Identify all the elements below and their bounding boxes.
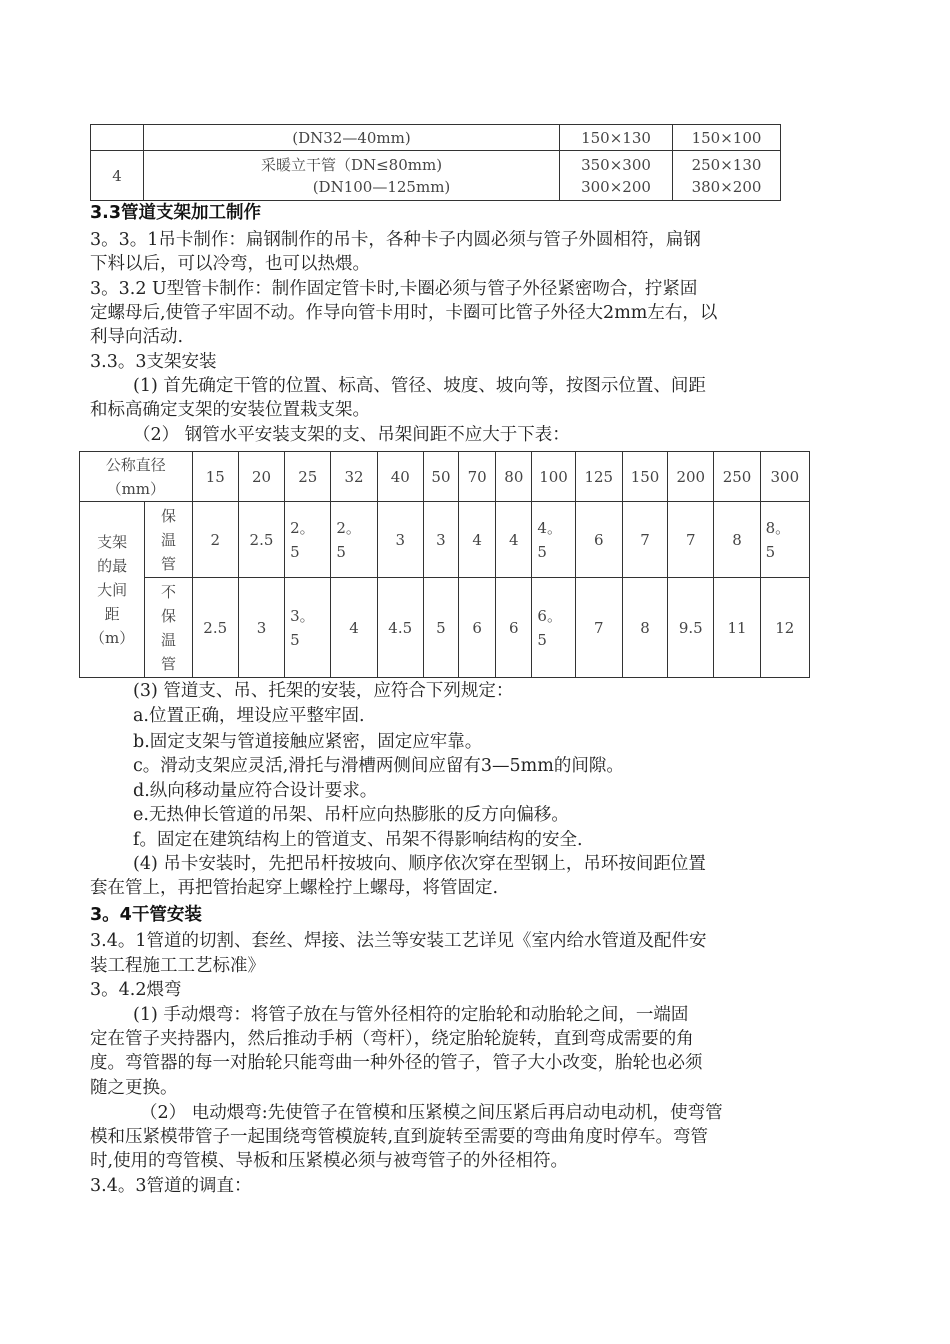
- cell-line: 350×300: [581, 155, 651, 174]
- cell-uninsulated-spacing: [575, 578, 622, 678]
- cell-line: 5: [290, 542, 300, 561]
- cell-line: 2.5: [203, 618, 228, 637]
- header-cell-dn: 250: [714, 452, 760, 502]
- list-item: e.无热伸长管道的吊架、吊杆应向热膨胀的反方向偏移。: [133, 805, 569, 825]
- paragraph-line: 定螺母后,使管子牢固不动。作导向管卡用时，卡圈可比管子外径大2mm左右，以: [90, 303, 718, 323]
- cell-insulated-spacing: [331, 502, 377, 578]
- row-label-max-spacing: [80, 502, 145, 678]
- label-line: 保: [160, 606, 176, 625]
- cell-uninsulated-spacing: [496, 578, 532, 678]
- header-cell-dn: 25: [285, 452, 331, 502]
- row-label-insulated: [145, 502, 192, 578]
- cell-line: 4: [509, 530, 519, 549]
- header-cell-dn: 200: [668, 452, 714, 502]
- header-cell-dn: 20: [238, 452, 284, 502]
- section-heading-3-4: 3。4干管安装: [90, 905, 202, 925]
- cell-line: 12: [775, 618, 795, 637]
- header-cell-dn: 80: [496, 452, 532, 502]
- label-line: 温: [160, 630, 176, 649]
- paragraph-line: 3。4.2煨弯: [90, 980, 182, 1000]
- cell-line: 8: [640, 618, 650, 637]
- cell-line: 3: [256, 618, 267, 637]
- header-cell-dn: 150: [622, 452, 667, 502]
- cell-insulated-spacing: [377, 502, 423, 578]
- cell-line: 2。: [336, 518, 361, 537]
- section-heading-3-3: 3.3管道支架加工制作: [90, 203, 262, 223]
- cell-uninsulated-spacing: [238, 578, 284, 678]
- paragraph-line: 下料以后，可以冷弯，也可以热煨。: [90, 254, 370, 274]
- cell-uninsulated-spacing: [714, 578, 760, 678]
- paragraph-line: (3) 管道支、吊、托架的安装，应符合下列规定：: [133, 681, 514, 701]
- cell-insulated-spacing: [238, 502, 284, 578]
- cell-uninsulated-spacing: [423, 578, 458, 678]
- header-cell-diameter: [80, 452, 193, 502]
- pipe-size-table-continued: [90, 124, 781, 201]
- paragraph-line: 装工程施工工艺标准》: [90, 956, 265, 976]
- header-cell-dn: 15: [192, 452, 238, 502]
- header-cell-dn: 32: [331, 452, 377, 502]
- label-line: 管: [160, 654, 176, 673]
- cell-line: 3: [436, 530, 446, 549]
- cell-insulated-spacing: [622, 502, 667, 578]
- cell-line: 4。: [537, 518, 562, 537]
- cell-line: 7: [685, 530, 696, 549]
- cell-insulated-spacing: [668, 502, 714, 578]
- cell-line: 6。: [537, 606, 562, 625]
- list-item: a.位置正确，埋设应平整牢固.: [133, 706, 365, 726]
- paragraph-line: 定在管子夹持器内，然后推动手柄（弯杆），绕定胎轮旋转，直到弯成需要的角: [90, 1029, 694, 1049]
- label-line: 支架: [97, 532, 128, 551]
- cell-line: 4: [472, 530, 482, 549]
- cell-line: (DN100—125mm): [312, 177, 451, 196]
- table-cell-row-number: 4: [91, 151, 144, 201]
- cell-uninsulated-spacing: [192, 578, 238, 678]
- cell-insulated-spacing: [192, 502, 238, 578]
- paragraph-line: 度。弯管器的每一对胎轮只能弯曲一种外径的管子，管子大小改变，胎轮也必须: [90, 1053, 703, 1073]
- paragraph-line: (1) 首先确定干管的位置、标高、管径、坡度、坡向等，按图示位置、间距: [133, 376, 706, 396]
- label-line: （m）: [90, 628, 135, 647]
- header-cell-dn: 300: [760, 452, 809, 502]
- paragraph-line: 时,使用的弯管模、导板和压紧模必须与被弯管子的外径相符。: [90, 1151, 569, 1171]
- cell-line: 7: [594, 618, 604, 637]
- paragraph-line: 模和压紧模带管子一起围绕弯管模旋转,直到旋转至需要的弯曲角度时停车。弯管: [90, 1127, 709, 1147]
- cell-insulated-spacing: [423, 502, 458, 578]
- table-cell: 150×100: [673, 125, 781, 151]
- cell-insulated-spacing: [575, 502, 622, 578]
- cell-uninsulated-spacing: [622, 578, 667, 678]
- support-spacing-table: [79, 451, 810, 678]
- header-cell-dn: 70: [459, 452, 496, 502]
- paragraph-line: 3.4。1管道的切割、套丝、焊接、法兰等安装工艺详见《室内给水管道及配件安: [90, 931, 707, 951]
- cell-line: 11: [727, 618, 747, 637]
- cell-uninsulated-spacing: [459, 578, 496, 678]
- list-item: d.纵向移动量应符合设计要求。: [133, 781, 378, 801]
- cell-line: 4.5: [388, 618, 413, 637]
- cell-line: 2.5: [249, 530, 274, 549]
- label-line: 的最: [97, 556, 128, 575]
- table-cell: 150×130: [560, 125, 673, 151]
- cell-line: 2。: [290, 518, 315, 537]
- cell-insulated-spacing: [760, 502, 809, 578]
- header-cell-dn: 100: [532, 452, 575, 502]
- cell-line: 5: [537, 630, 547, 649]
- cell-insulated-spacing: [285, 502, 331, 578]
- header-cell-dn: 125: [575, 452, 622, 502]
- row-label-uninsulated: [145, 578, 192, 678]
- cell-line: 8: [732, 530, 742, 549]
- header-cell-dn: 50: [423, 452, 458, 502]
- cell-line: 250×130: [691, 155, 762, 174]
- cell-line: 8。: [765, 518, 791, 537]
- cell-uninsulated-spacing: [668, 578, 714, 678]
- paragraph-line: 和标高确定支架的安装位置栽支架。: [90, 400, 370, 420]
- label-line: 温: [160, 530, 176, 549]
- cell-line: 6: [594, 530, 604, 549]
- cell-insulated-spacing: [496, 502, 532, 578]
- cell-line: 380×200: [691, 177, 762, 196]
- cell-line: 5: [290, 630, 300, 649]
- cell-line: 5: [537, 542, 547, 561]
- table-cell: [560, 151, 673, 201]
- cell-uninsulated-spacing: [377, 578, 423, 678]
- cell-line: 3: [395, 530, 405, 549]
- paragraph-line: 3.4。3管道的调直：: [90, 1176, 252, 1196]
- paragraph-line: (4) 吊卡安装时，先把吊杆按坡向、顺序依次穿在型钢上，吊环按间距位置: [133, 854, 706, 874]
- paragraph-line: 3.3。3支架安装: [90, 352, 217, 372]
- label-line: 保: [160, 506, 176, 525]
- cell-line: 4: [349, 618, 359, 637]
- table-cell: [91, 125, 144, 151]
- paragraph-line: （2） 钢管水平安装支架的支、吊架间距不应大于下表：: [133, 425, 570, 445]
- label-line: 管: [160, 554, 176, 573]
- cell-uninsulated-spacing: [285, 578, 331, 678]
- paragraph-line: 3。3.2 U型管卡制作：制作固定管卡时,卡圈必须与管子外径紧密吻合，拧紧固: [90, 279, 698, 299]
- cell-insulated-spacing: [714, 502, 760, 578]
- cell-line: 5: [336, 542, 346, 561]
- label-line: 距: [104, 604, 120, 623]
- header-cell-dn: 40: [377, 452, 423, 502]
- cell-insulated-spacing: [532, 502, 575, 578]
- cell-line: 6: [509, 618, 519, 637]
- cell-line: 2: [210, 530, 220, 549]
- paragraph-line: 随之更换。: [90, 1078, 178, 1098]
- cell-line: 300×200: [581, 177, 651, 196]
- list-item: b.固定支架与管道接触应紧密，固定应牢靠。: [133, 732, 483, 752]
- paragraph-line: 3。3。1吊卡制作：扁钢制作的吊卡，各种卡子内圆必须与管子外圆相符，扁钢: [90, 230, 701, 250]
- paragraph-line: （2） 电动煨弯:先使管子在管模和压紧模之间压紧后再启动电动机，使弯管: [140, 1103, 723, 1123]
- cell-uninsulated-spacing: [760, 578, 809, 678]
- table-cell: [673, 151, 781, 201]
- paragraph-line: 套在管上，再把管抬起穿上螺栓拧上螺母，将管固定.: [90, 878, 499, 898]
- cell-line: 采暖立干管（DN≤80mm): [260, 155, 443, 174]
- label-line: 大间: [97, 580, 128, 599]
- header-line: （mm）: [106, 479, 166, 498]
- cell-line: 5: [436, 618, 446, 637]
- list-item: c。滑动支架应灵活,滑托与滑槽两侧间应留有3—5mm的间隙。: [133, 756, 624, 776]
- cell-line: 7: [640, 530, 650, 549]
- paragraph-line: 利导向活动.: [90, 327, 184, 347]
- cell-insulated-spacing: [459, 502, 496, 578]
- cell-line: 3。: [290, 606, 315, 625]
- table-cell: [144, 151, 560, 201]
- cell-uninsulated-spacing: [331, 578, 377, 678]
- cell-line: 9.5: [678, 618, 703, 637]
- cell-line: 6: [472, 618, 482, 637]
- cell-uninsulated-spacing: [532, 578, 575, 678]
- paragraph-line: (1) 手动煨弯：将管子放在与管外径相符的定胎轮和动胎轮之间，一端固: [133, 1005, 689, 1025]
- header-line: 公称直径: [105, 455, 166, 474]
- list-item: f。固定在建筑结构上的管道支、吊架不得影响结构的安全.: [133, 830, 583, 850]
- cell-line: 5: [765, 542, 776, 561]
- table-cell: (DN32—40mm): [144, 125, 560, 151]
- label-line: 不: [160, 582, 176, 601]
